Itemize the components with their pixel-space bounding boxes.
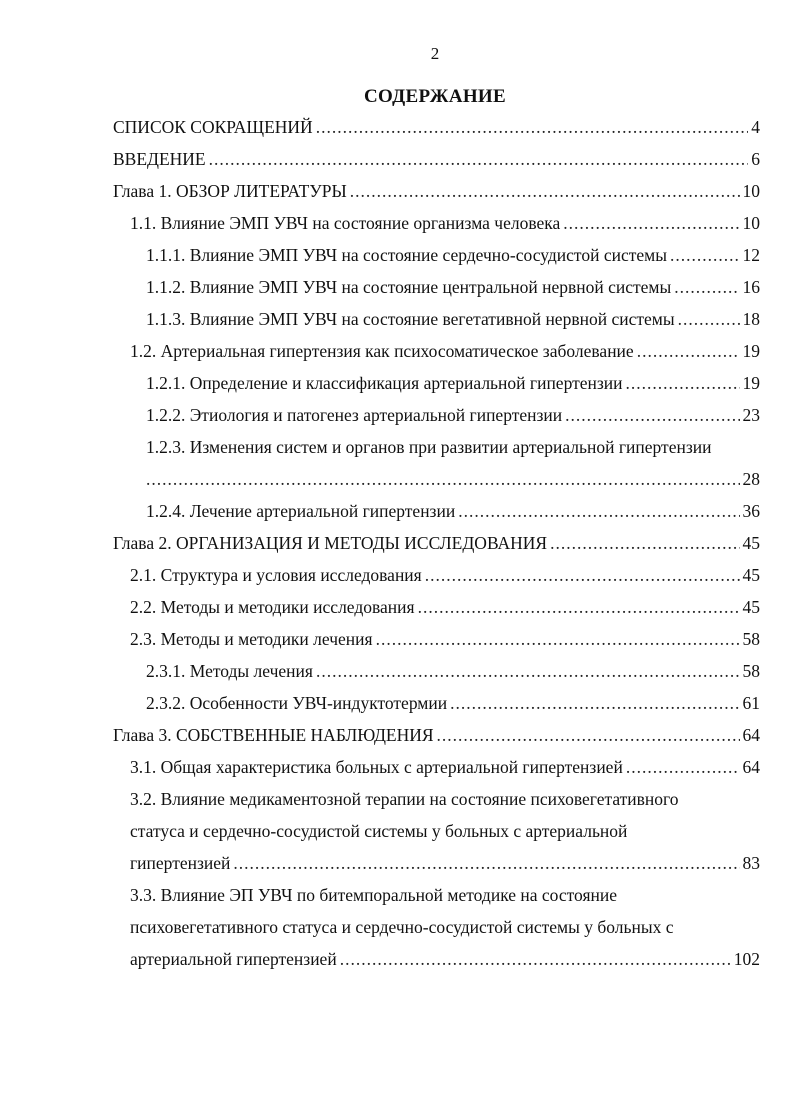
toc-entry[interactable] <box>146 271 760 303</box>
toc-entry-label: ВВЕДЕНИЕ <box>113 149 206 169</box>
page-number: 2 <box>430 44 440 63</box>
toc-entry-label: 1.2.2. Этиология и патогенез артериальной гипертензии <box>146 405 563 425</box>
leader-dots <box>316 111 749 143</box>
toc-entry[interactable] <box>146 303 760 335</box>
toc-entry-page: 19 <box>742 341 760 361</box>
leader-dots <box>146 463 740 495</box>
toc-entry[interactable] <box>130 847 760 879</box>
toc-entry-label-line[interactable]: 3.3. Влияние ЭП УВЧ по битемпоральной методике на состояние <box>130 885 618 905</box>
toc-entry-page: 36 <box>742 501 760 521</box>
toc-entry-label: Глава 3. СОБСТВЕННЫЕ НАБЛЮДЕНИЯ <box>113 725 434 745</box>
toc-entry-label: Глава 2. ОРГАНИЗАЦИЯ И МЕТОДЫ ИССЛЕДОВАНИЯ <box>113 533 548 553</box>
leader-dots <box>674 271 739 303</box>
toc-entry-label-line[interactable]: психовегетативного статуса и сердечно-сосудистой системы у больных с <box>130 917 674 937</box>
leader-dots <box>233 847 739 879</box>
toc-entry[interactable] <box>130 623 760 655</box>
toc-entry-label: 2.3.1. Методы лечения <box>146 661 313 681</box>
toc-entry-page: 10 <box>742 213 760 233</box>
leader-dots <box>418 591 740 623</box>
toc-entry-page: 64 <box>742 725 760 745</box>
toc-entry[interactable] <box>146 655 760 687</box>
toc-entry-label: 2.3.2. Особенности УВЧ-индуктотермии <box>146 693 448 713</box>
toc-entry[interactable] <box>146 687 760 719</box>
leader-dots <box>437 719 740 751</box>
toc-entry-page: 45 <box>742 597 760 617</box>
leader-dots <box>678 303 740 335</box>
leader-dots <box>565 399 739 431</box>
leader-dots <box>209 143 749 175</box>
leader-dots <box>637 335 740 367</box>
toc-entry[interactable] <box>130 559 760 591</box>
toc-entry[interactable] <box>130 591 760 623</box>
leader-dots <box>563 207 739 239</box>
toc-entry-label: 2.1. Структура и условия исследования <box>130 565 422 585</box>
toc-entry[interactable] <box>130 751 760 783</box>
toc-entry-page: 58 <box>742 629 760 649</box>
toc-entry-page: 16 <box>742 277 760 297</box>
toc-entry[interactable] <box>113 719 760 751</box>
leader-dots <box>425 559 740 591</box>
toc-entry-page: 18 <box>742 309 760 329</box>
toc-entry-page: 64 <box>742 757 760 777</box>
toc-entry-label-line[interactable]: статуса и сердечно-сосудистой системы у больных с артериальной <box>130 821 628 841</box>
toc-entry-continuation[interactable] <box>146 463 760 495</box>
leader-dots <box>376 623 740 655</box>
toc-entry-label: 1.1.2. Влияние ЭМП УВЧ на состояние центральной нервной системы <box>146 277 672 297</box>
toc-entry[interactable] <box>146 399 760 431</box>
toc-entry[interactable] <box>113 527 760 559</box>
toc-entry[interactable] <box>146 239 760 271</box>
toc-title: СОДЕРЖАНИЕ <box>364 86 506 107</box>
leader-dots <box>550 527 739 559</box>
leader-dots <box>316 655 740 687</box>
toc-entry-page: 28 <box>742 469 760 489</box>
toc-entry-page: 45 <box>742 533 760 553</box>
toc-entry-label: 2.3. Методы и методики лечения <box>130 629 373 649</box>
toc-entry-page: 10 <box>742 181 760 201</box>
toc-entry-label: 1.1.3. Влияние ЭМП УВЧ на состояние вегетативной нервной системы <box>146 309 675 329</box>
toc-entry-page: 4 <box>751 117 760 137</box>
toc-entry-page: 45 <box>742 565 760 585</box>
leader-dots <box>350 175 740 207</box>
toc-entry-label: 2.2. Методы и методики исследования <box>130 597 415 617</box>
leader-dots <box>450 687 739 719</box>
leader-dots <box>626 367 740 399</box>
toc-entry-label: артериальной гипертензией <box>130 949 337 969</box>
leader-dots <box>670 239 740 271</box>
toc-entry-page: 23 <box>742 405 760 425</box>
toc-entry[interactable] <box>113 175 760 207</box>
leader-dots <box>340 943 731 975</box>
toc-entry-label: гипертензией <box>130 853 231 873</box>
toc-entry-label: СПИСОК СОКРАЩЕНИЙ <box>113 117 313 137</box>
toc-entry-label: 1.2.4. Лечение артериальной гипертензии <box>146 501 456 521</box>
toc-entry-label: 1.2. Артериальная гипертензия как психосоматическое заболевание <box>130 341 634 361</box>
toc-entry[interactable] <box>130 943 760 975</box>
toc-entry-page: 19 <box>742 373 760 393</box>
toc-entry-page: 83 <box>742 853 760 873</box>
leader-dots <box>458 495 739 527</box>
toc-entry-label: 3.1. Общая характеристика больных с артериальной гипертензией <box>130 757 623 777</box>
toc-entry-label: 1.2.1. Определение и классификация артериальной гипертензии <box>146 373 623 393</box>
toc-entry[interactable] <box>130 207 760 239</box>
toc-entry-label-line[interactable]: 3.2. Влияние медикаментозной терапии на состояние психовегетативного <box>130 789 679 809</box>
toc-entry-label: Глава 1. ОБЗОР ЛИТЕРАТУРЫ <box>113 181 347 201</box>
toc-entry-page: 61 <box>742 693 760 713</box>
leader-dots <box>626 751 740 783</box>
toc-entry[interactable] <box>146 495 760 527</box>
toc-entry-page: 6 <box>751 149 760 169</box>
toc-entry[interactable] <box>146 367 760 399</box>
toc-entry[interactable] <box>130 335 760 367</box>
toc-entry-page: 12 <box>742 245 760 265</box>
toc-entry-page: 102 <box>733 949 760 969</box>
toc-entry[interactable] <box>113 111 760 143</box>
toc-entry-label: 1.1. Влияние ЭМП УВЧ на состояние организма человека <box>130 213 561 233</box>
toc-entry-page: 58 <box>742 661 760 681</box>
toc-entry[interactable] <box>113 143 760 175</box>
toc-entry-label: 1.1.1. Влияние ЭМП УВЧ на состояние сердечно-сосудистой системы <box>146 245 667 265</box>
toc-entry-label-line[interactable]: 1.2.3. Изменения систем и органов при развитии артериальной гипертензии <box>146 437 712 457</box>
